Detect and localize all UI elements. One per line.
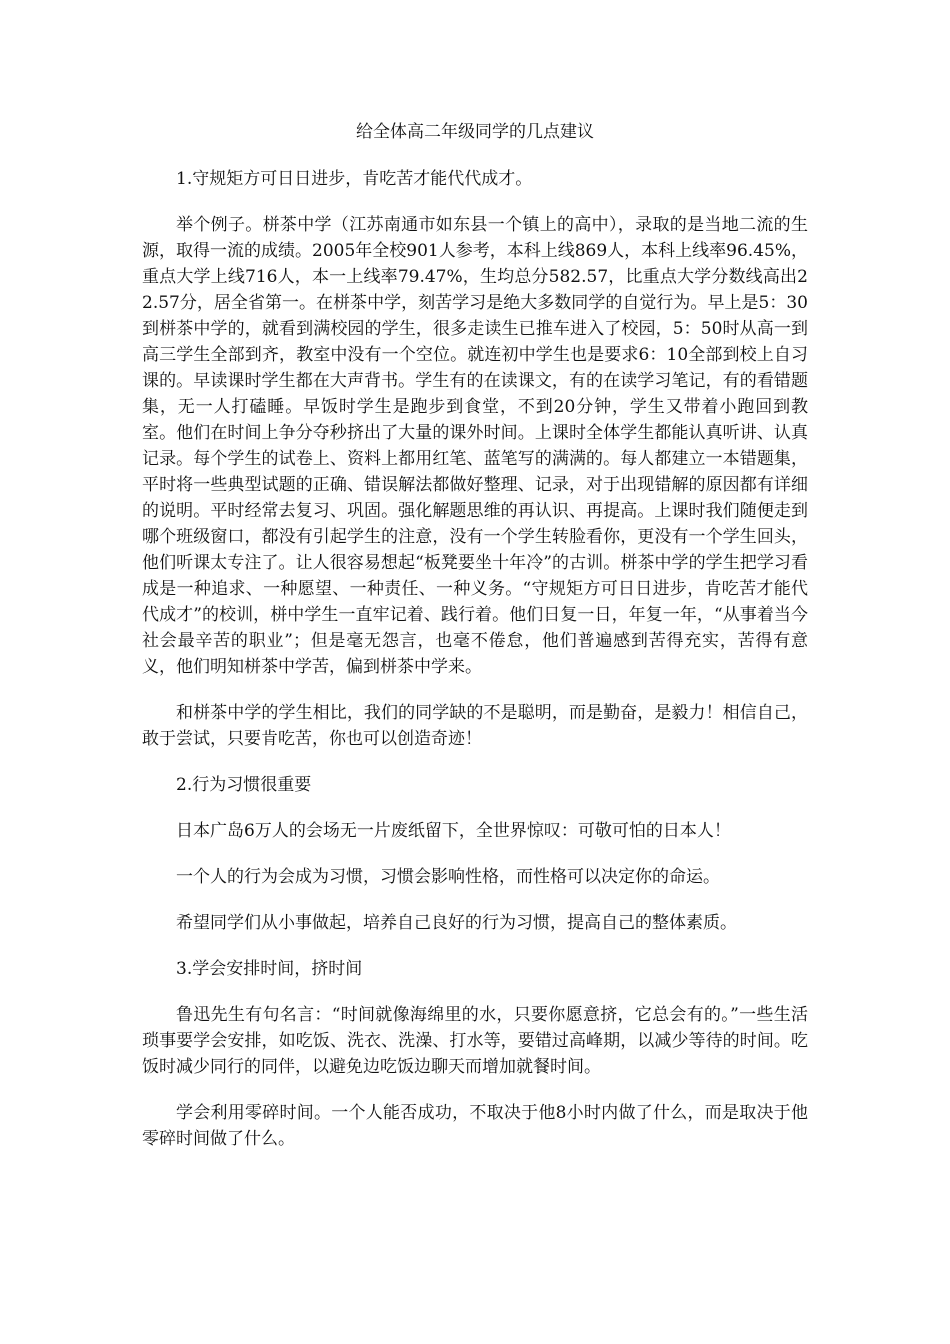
section-2-paragraph-3: 希望同学们从小事做起，培养自己良好的行为习惯，提高自己的整体素质。 bbox=[176, 913, 737, 933]
section-2-paragraph-1: 日本广岛6万人的会场无一片废纸留下，全世界惊叹：可敬可怕的日本人！ bbox=[176, 821, 731, 841]
section-3-paragraph-1: 鲁迅先生有句名言：“时间就像海绵里的水，只要你愿意挤，它总会有的。”一些生活琐事要学会安排，如吃饭、洗衣、洗澡、打水等，要错过高峰期，以减少等待的时间。吃饭时减少同行的同伴，以避免边吃饭边聊天而增加就餐时间。 bbox=[142, 1005, 808, 1077]
section-2-heading: 2.行为习惯很重要 bbox=[176, 775, 312, 795]
section-2-paragraph-2: 一个人的行为会成为习惯，习惯会影响性格，而性格可以决定你的命运。 bbox=[176, 867, 720, 887]
section-1-heading: 1.守规矩方可日日进步，肯吃苦才能代代成才。 bbox=[176, 169, 533, 189]
section-3-heading: 3.学会安排时间，挤时间 bbox=[176, 959, 363, 979]
section-3-paragraph-2: 学会利用零碎时间。一个人能否成功，不取决于他8小时内做了什么，而是取决于他零碎时间做了什么。 bbox=[142, 1103, 808, 1149]
document-title: 给全体高二年级同学的几点建议 bbox=[356, 122, 594, 142]
section-1-paragraph-2: 和栟茶中学的学生相比，我们的同学缺的不是聪明，而是勤奋，是毅力！相信自己，敢于尝试，只要肯吃苦，你也可以创造奇迹！ bbox=[142, 703, 808, 749]
section-1-paragraph-1: 举个例子。栟茶中学（江苏南通市如东县一个镇上的高中），录取的是当地二流的生源，取得一流的成绩。2005年全校901人参考，本科上线869人，本科上线率96.45%，重点大学上线716人，本一上线率79.47%，生均总分582.57，比重点大学分数线高出22.57分，居全省第一。在栟茶中学，刻苦学习是绝大多数同学的自觉行为。早上是5：30到栟茶中学的，就看到满校园的学生，很多走读生已推车进入了校园，5：50时从高一到高三学生全部到齐，教室中没有一个空位。就连初中学生也是要求6：10全部到校上自习课的。早读课时学生都在大声背书。学生有的在读课文，有的在读学习笔记，有的看错题集，无一人打磕睡。早饭时学生是跑步到食堂，不到20分钟，学生又带着小跑回到教室。他们在时间上争分夺秒挤出了大量的课外时间。上课时全体学生都能认真听讲、认真记录。每个学生的试卷上、资料上都用红笔、蓝笔写的满满的。每人都建立一本错题集，平时将一些典型试题的正确、错误解法都做好整理、记录，对于出现错解的原因都有详细的说明。平时经常去复习、巩固。强化解题思维的再认识、再提高。上课时我们随便走到哪个班级窗口，都没有引起学生的注意，没有一个学生转脸看你，更没有一个学生回头，他们听课太专注了。让人很容易想起“板凳要坐十年冷”的古训。栟茶中学的学生把学习看成是一种追求、一种愿望、一种责任、一种义务。“守规矩方可日日进步，肯吃苦才能代代成才”的校训，栟中学生一直牢记着、践行着。他们日复一日，年复一年，“从事着当今社会最辛苦的职业”；但是毫无怨言，也毫不倦怠，他们普遍感到苦得充实，苦得有意义，他们明知栟茶中学苦，偏到栟茶中学来。 bbox=[142, 215, 808, 677]
